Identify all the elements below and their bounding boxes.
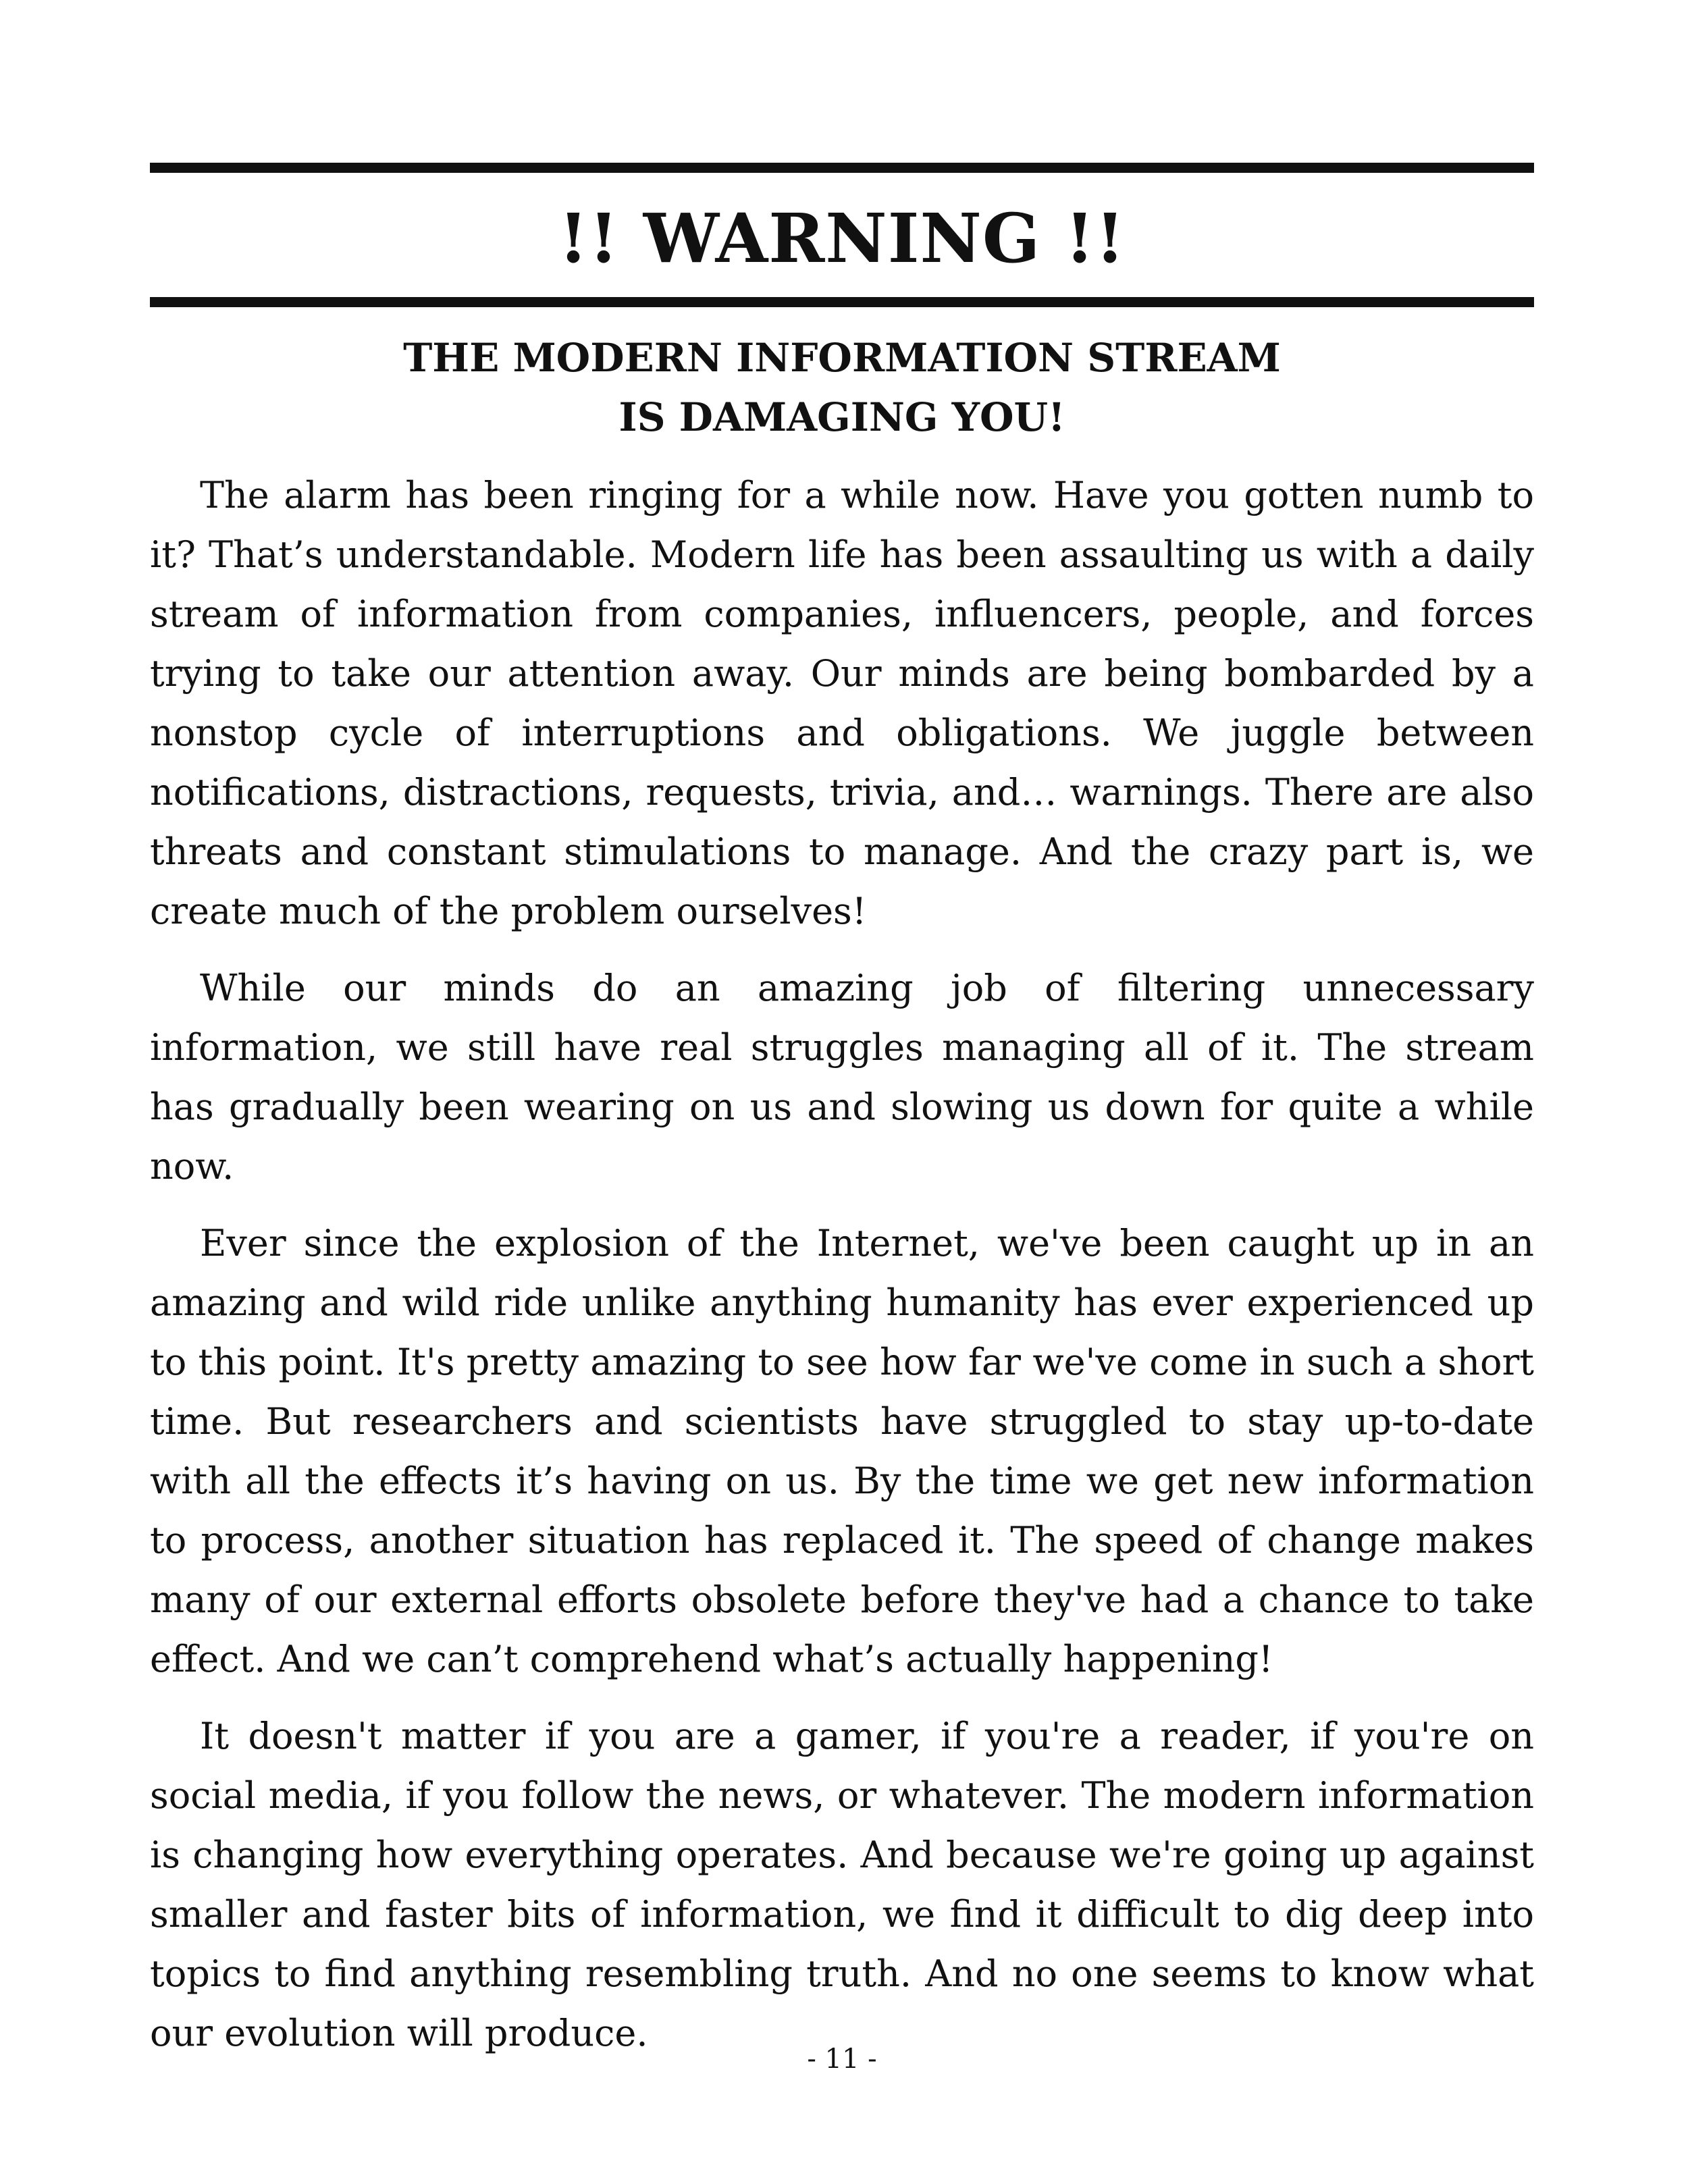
subtitle-line-2: IS DAMAGING YOU! (618, 394, 1065, 440)
subtitle (150, 328, 1534, 447)
warning-title: !! WARNING !! (558, 198, 1126, 278)
paragraph-4: It doesn't matter if you are a gamer, if you're a reader, if you're on social media, if you follow the news, or whatever. The modern information is changing how everything operates. And because we're going up against smaller and faster bits of information, we find it difficult to dig deep into topics to find anything resembling truth. And no one seems to know what our evolution will produce. (150, 1715, 1534, 2054)
body-text (150, 466, 1534, 2081)
document-page (150, 0, 1534, 2184)
paragraph-1: The alarm has been ringing for a while now. Have you gotten numb to it? That’s understandable. Modern life has been assaulting us with a daily stream of information from companies, influencers, people, and forces trying to take our attention away. Our minds are being bombarded by a nonstop cycle of interruptions and obligations. We juggle between notifications, distractions, requests, trivia, and… warnings. There are also threats and constant stimulations to manage. And the crazy part is, we create much of the problem ourselves! (150, 474, 1534, 932)
top-rule (150, 163, 1534, 173)
bottom-rule (150, 297, 1534, 307)
page-number: - 11 - (807, 2044, 877, 2075)
subtitle-line-1: THE MODERN INFORMATION STREAM (403, 335, 1281, 381)
paragraph-3: Ever since the explosion of the Internet, we've been caught up in an amazing and wild ride unlike anything humanity has ever experienced up to this point. It's pretty amazing to see how far we've come in such a short time. But researchers and scientists have struggled to stay up-to-date with all the effects it’s having on us. By the time we get new information to process, another situation has replaced it. The speed of change makes many of our external efforts obsolete before they've had a chance to take effect. And we can’t comprehend what’s actually happening! (150, 1222, 1534, 1680)
paragraph-2: While our minds do an amazing job of filtering unnecessary information, we still have real struggles managing all of it. The stream has gradually been wearing on us and slowing us down for quite a while now. (150, 967, 1534, 1188)
